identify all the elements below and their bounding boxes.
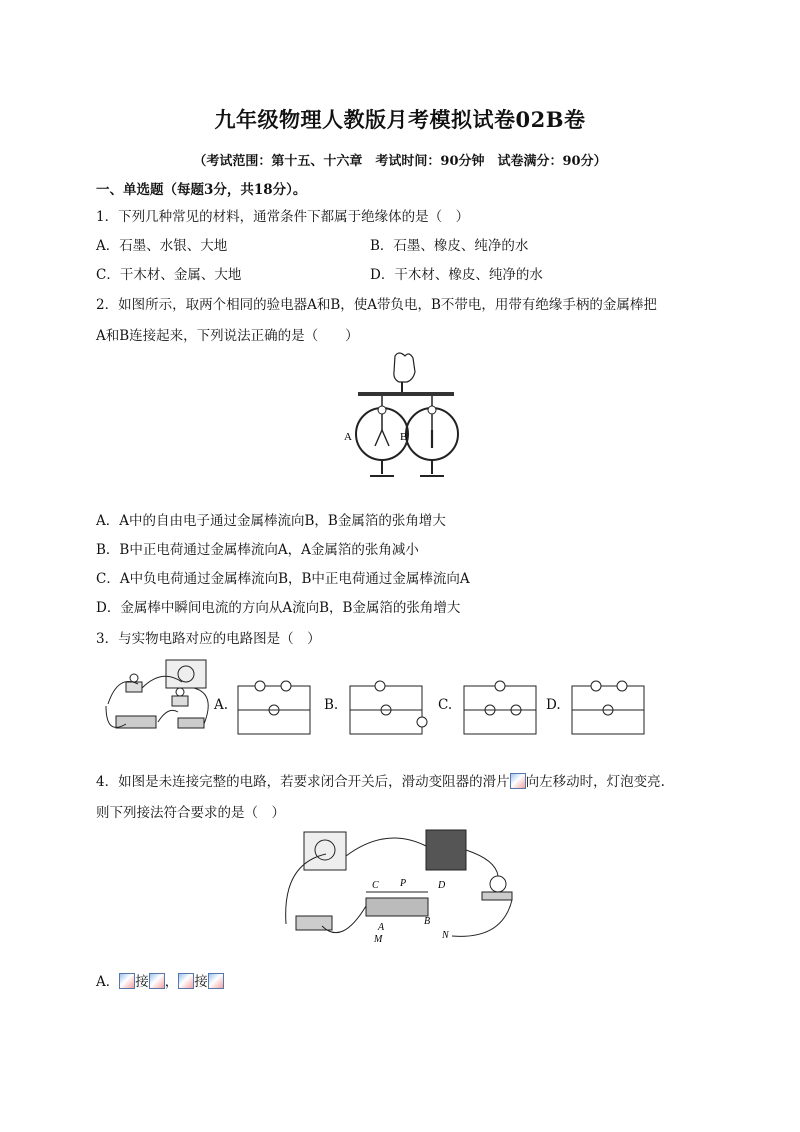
terminal-a: A bbox=[378, 922, 385, 933]
q4-stem-line1 bbox=[96, 770, 665, 790]
label-a: A bbox=[344, 431, 352, 443]
wire-end-n: N bbox=[442, 930, 449, 941]
terminal-image-icon bbox=[178, 973, 194, 989]
terminal-image-icon bbox=[119, 973, 135, 989]
terminal-c: C bbox=[372, 880, 379, 891]
slider-p: P bbox=[400, 878, 407, 889]
q2-stem-line2: A和B连接起来，下列说法正确的是（ ） bbox=[96, 328, 359, 344]
slider-image-icon bbox=[510, 773, 526, 789]
page-title: 九年级物理人教版月考模拟试卷02B卷 bbox=[214, 107, 586, 132]
exam-info: （考试范围：第十五、十六章 考试时间：90分钟 试卷满分：90分） bbox=[193, 154, 607, 169]
q1-option-a: A．石墨、水银、大地 bbox=[96, 238, 228, 254]
rheostat-circuit-figure bbox=[276, 826, 526, 956]
q4-option-a-prefix: A． bbox=[96, 974, 120, 990]
q1-stem: 1．下列几种常见的材料，通常条件下都属于绝缘体的是（ ） bbox=[96, 209, 470, 225]
q3-option-b-label: B. bbox=[324, 697, 339, 713]
terminal-d: D bbox=[438, 880, 446, 891]
q4-stem-part2: 向左移动时，灯泡变亮. bbox=[525, 774, 665, 790]
circuit-diagram-c bbox=[460, 676, 540, 738]
q2-option-d: D．金属棒中瞬间电流的方向从A流向B，B金属箔的张角增大 bbox=[96, 600, 461, 616]
section-heading: 一、单选题（每题3分，共18分）。 bbox=[96, 182, 307, 198]
q4-jie-2: 接 bbox=[194, 974, 208, 990]
label-b: B bbox=[400, 431, 408, 443]
q3-option-d-label: D. bbox=[546, 697, 561, 713]
wire-end-m: M bbox=[374, 934, 383, 945]
q3-option-c-label: C. bbox=[438, 697, 453, 713]
q4-comma: ， bbox=[164, 974, 179, 990]
q4-jie-1: 接 bbox=[135, 974, 149, 990]
q3-stem: 3．与实物电路对应的电路图是（ ） bbox=[96, 631, 321, 647]
circuit-diagram-a bbox=[234, 676, 314, 738]
q2-option-a: A．A中的自由电子通过金属棒流向B，B金属箔的张角增大 bbox=[96, 513, 446, 529]
physical-circuit-figure bbox=[98, 654, 218, 746]
q4-stem-line2: 则下列接法符合要求的是（ ） bbox=[96, 805, 285, 821]
terminal-image-icon bbox=[149, 973, 165, 989]
q1-option-c: C．干木材、金属、大地 bbox=[96, 267, 242, 283]
circuit-diagram-d bbox=[568, 676, 648, 738]
q1-option-d: D．干木材、橡皮、纯净的水 bbox=[370, 267, 543, 283]
q1-option-b: B．石墨、橡皮、纯净的水 bbox=[370, 238, 529, 254]
terminal-image-icon bbox=[208, 973, 224, 989]
electroscope-figure bbox=[340, 348, 470, 488]
q3-option-a-label: A. bbox=[214, 697, 229, 713]
q2-option-b: B．B中正电荷通过金属棒流向A，A金属箔的张角减小 bbox=[96, 542, 419, 558]
q2-stem-line1: 2．如图所示，取两个相同的验电器A和B，使A带负电，B不带电，用带有绝缘手柄的金属棒把 bbox=[96, 297, 657, 313]
q2-option-c: C．A中负电荷通过金属棒流向B，B中正电荷通过金属棒流向A bbox=[96, 571, 470, 587]
terminal-b: B bbox=[424, 916, 431, 927]
q4-option-a bbox=[96, 970, 224, 990]
q4-stem-part1: 4．如图是未连接完整的电路，若要求闭合开关后，滑动变阻器的滑片 bbox=[96, 774, 510, 790]
circuit-diagram-b bbox=[346, 676, 432, 738]
